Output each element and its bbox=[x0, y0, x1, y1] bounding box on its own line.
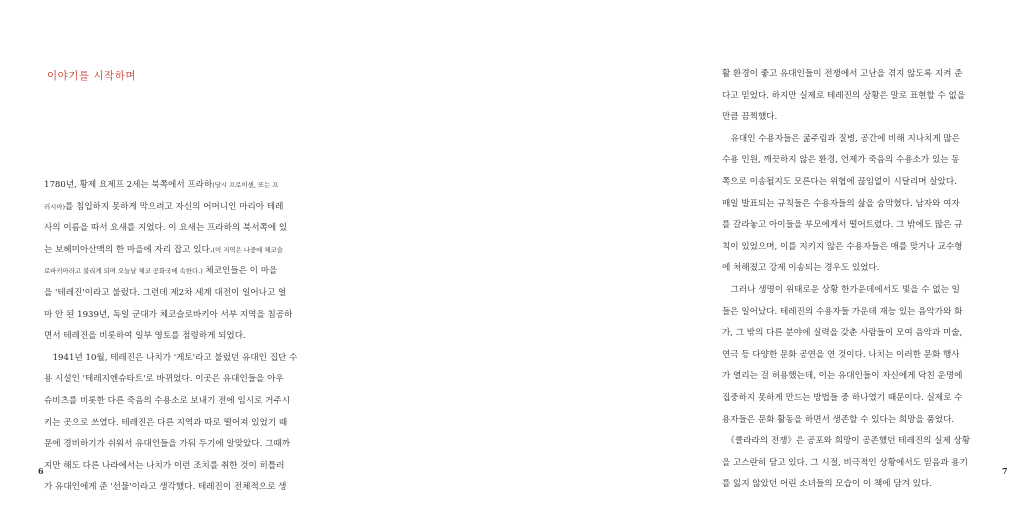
parenthetical-note: (이 지역은 나중에 체코슬 bbox=[212, 245, 283, 254]
text-run: 키는 곳으로 쓰였다. 테레진은 다른 지역과 따로 떨어져 있었기 때 bbox=[44, 417, 288, 428]
text-line: 를 갈라놓고 아이들을 부모에게서 떨어트렸다. 그 밖에도 많은 규 bbox=[722, 220, 963, 231]
text-line: 칙이 있었으며, 이를 지키지 않은 수용자들은 매를 맞거나 교수형 bbox=[722, 241, 963, 252]
text-line bbox=[44, 369, 330, 391]
text-line bbox=[44, 197, 330, 219]
text-line bbox=[44, 218, 330, 240]
text-run: 용 시설인 '테레지엔슈타트'로 바뀌었다. 이곳은 유대인들을 아우 bbox=[44, 374, 284, 385]
text-line: 가 열리는 걸 허용했는데, 이는 유대인들이 자신에게 닥친 운명에 bbox=[722, 371, 963, 382]
text-line bbox=[44, 175, 330, 197]
text-line bbox=[44, 413, 330, 435]
text-line: 연극 등 다양한 문화 공연을 연 것이다. 나치는 이러한 문화 행사 bbox=[722, 349, 960, 360]
text-run: 을 '테레진'이라고 불렀다. 그런데 제2차 세계 대전이 일어나고 얼 bbox=[44, 287, 287, 298]
text-line bbox=[44, 391, 330, 413]
text-line: 를 잃지 않았던 어린 소녀들의 모습이 이 책에 담겨 있다. bbox=[722, 479, 932, 490]
page-number-right: 7 bbox=[1002, 466, 1008, 476]
text-run: 가 유대인에게 준 '선물'이라고 생각했다. 테레진이 전체적으로 생 bbox=[44, 482, 287, 493]
text-run: 를 침입하지 못하게 막으려고 자신의 어머니인 마리아 테레 bbox=[65, 201, 284, 212]
text-run: 슈비츠를 비롯한 다른 죽음의 수용소로 보내기 전에 임시로 거주시 bbox=[44, 395, 290, 406]
text-line: 그러나 생명이 위태로운 상황 한가운데에서도 빛을 수 없는 일 bbox=[722, 284, 960, 295]
parenthetical-note: 로바키아라고 불리게 되며 오늘날 체코 공화국에 속한다.) bbox=[44, 267, 203, 276]
text-line bbox=[44, 456, 330, 478]
right-page bbox=[350, 0, 1008, 512]
left-page-body bbox=[44, 175, 330, 499]
text-line bbox=[44, 305, 330, 327]
text-line bbox=[44, 261, 330, 283]
text-run: 는 보헤미아산맥의 한 마을에 자리 잡고 있다. bbox=[44, 244, 213, 255]
text-line: 을 고스란히 담고 있다. 그 시절, 비극적인 상황에서도 믿음과 용기 bbox=[722, 457, 968, 468]
text-line: 수용 인원, 깨끗하지 않은 환경, 언제가 죽음의 수용소가 있는 동 bbox=[722, 155, 960, 166]
left-page bbox=[0, 0, 350, 512]
parenthetical-note: (당시 프로이센, 또는 프 bbox=[212, 181, 279, 189]
text-line bbox=[44, 477, 330, 499]
text-run: 1941년 10월, 테레진은 나치가 '게토'라고 불렀던 유대인 집단 수 bbox=[44, 352, 298, 363]
text-run: 1780년, 황제 요제프 2세는 북쪽에서 프라하 bbox=[44, 180, 213, 190]
text-line: 가, 그 밖의 다른 분야에 실력을 갖춘 사람들이 모여 음악과 미술, bbox=[722, 328, 963, 339]
text-line: 집중하지 못하게 만드는 방법들 중 하나였기 때문이다. 실제로 수 bbox=[722, 392, 963, 403]
chapter-heading: 이야기를 시작하며 bbox=[47, 70, 136, 82]
text-line bbox=[44, 326, 330, 348]
text-line bbox=[44, 283, 330, 305]
text-line: 들은 일어났다. 테레진의 수용자들 가운데 재능 있는 음악가와 화 bbox=[722, 306, 963, 317]
text-line: 에 처해졌고 강제 이송되는 경우도 있었다. bbox=[722, 263, 880, 274]
text-run: 사의 이름을 따서 요새를 지었다. 이 요새는 프라하의 북서쪽에 있 bbox=[44, 223, 288, 234]
parenthetical-note: 러시아) bbox=[44, 202, 66, 211]
text-line bbox=[44, 348, 330, 370]
text-line: 쪽으로 이송될지도 모른다는 위협에 끊임없이 시달리며 살았다. bbox=[722, 176, 957, 187]
text-run: 마 안 된 1939년, 독일 군대가 체코슬로바키아 서부 지역을 침공하 bbox=[44, 309, 293, 320]
text-line bbox=[44, 434, 330, 456]
text-line: 활 환경이 좋고 유대인들이 전쟁에서 고난을 겪지 않도록 지켜 준 bbox=[722, 69, 963, 79]
page-number-left: 6 bbox=[38, 466, 44, 476]
text-line: 유대인 수용자들은 굶주림과 질병, 공간에 비해 지나치게 많은 bbox=[722, 133, 960, 144]
text-line: 다고 믿었다. 하지만 실제로 테레진의 상황은 말로 표현할 수 없을 bbox=[722, 90, 966, 101]
text-line: 용자들은 문화 활동을 하면서 생존할 수 있다는 희망을 품었다. bbox=[722, 414, 955, 425]
right-page-body bbox=[722, 64, 1016, 496]
text-line: 만큼 끔찍했다. bbox=[722, 112, 778, 123]
text-line: 매일 발표되는 규칙들은 수용자들의 삶을 숨막혔다. 남자와 여자 bbox=[722, 198, 960, 209]
text-run: 면서 테레진을 비롯하여 일부 영토를 점령하게 되었다. bbox=[44, 331, 246, 342]
text-line bbox=[44, 240, 330, 262]
text-run: 지만 해도 다른 나라에서는 나치가 이런 조치를 취한 것이 히틀러 bbox=[44, 460, 285, 471]
text-line: 《클라라의 전쟁》은 공포와 희망이 공존했던 테레진의 실제 상황 bbox=[722, 436, 971, 447]
text-run: 문에 경비하기가 쉬워서 유대인들을 가둬 두기에 알맞았다. 그때까 bbox=[44, 439, 290, 450]
text-run: 체코인들은 이 마을 bbox=[202, 266, 278, 277]
